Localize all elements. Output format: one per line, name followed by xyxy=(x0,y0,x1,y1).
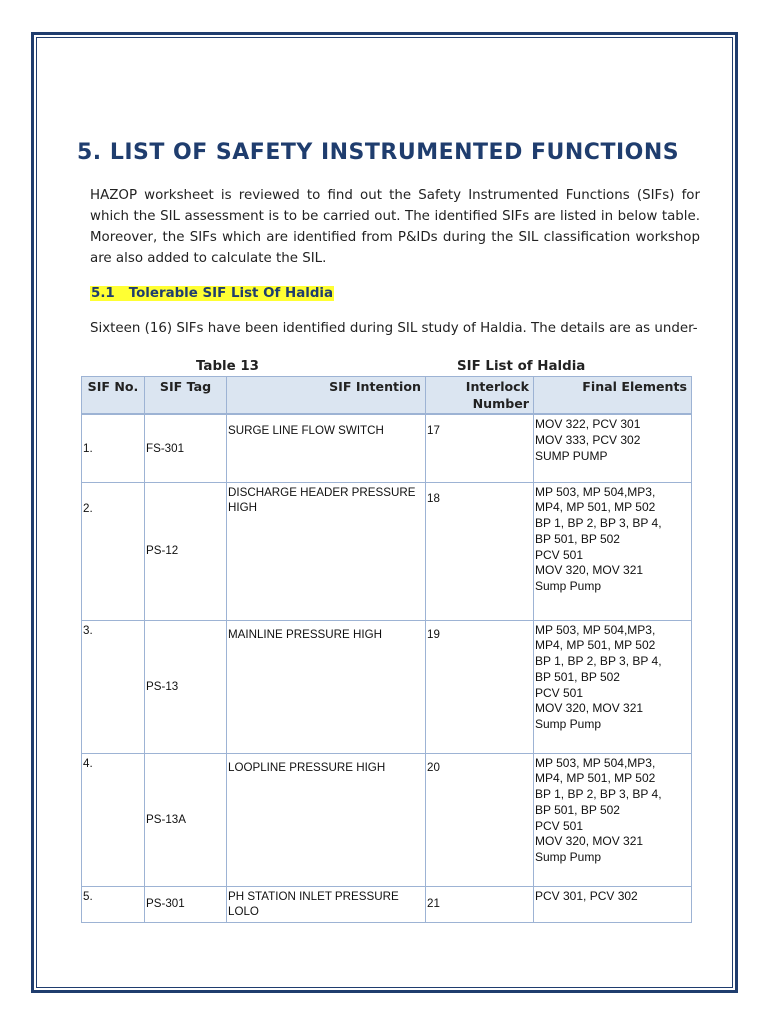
cell-interlock-number: 18 xyxy=(426,482,534,620)
final-element-line: MOV 320, MOV 321 xyxy=(535,834,644,849)
final-element-line: MP4, MP 501, MP 502 xyxy=(535,638,656,653)
cell-sif-intention: SURGE LINE FLOW SWITCH xyxy=(227,414,426,482)
cell-sif-no: 1. xyxy=(82,414,145,482)
final-element-line: MOV 320, MOV 321 xyxy=(535,563,644,578)
cell-sif-tag: PS-13 xyxy=(145,620,227,753)
sif-table xyxy=(81,376,692,923)
final-element-line: BP 1, BP 2, BP 3, BP 4, xyxy=(535,787,662,802)
final-element-line: PCV 501 xyxy=(535,547,584,562)
cell-sif-no: 5. xyxy=(82,886,145,922)
final-element-line: BP 501, BP 502 xyxy=(535,669,620,684)
cell-final-elements xyxy=(534,620,692,753)
final-element-line: MOV 322, PCV 301 xyxy=(535,417,641,431)
cell-sif-no: 4. xyxy=(82,753,145,886)
final-element-line: MP 503, MP 504,MP3, xyxy=(535,622,656,637)
intro-paragraph: HAZOP worksheet is reviewed to find out the Safety Instrumented Functions (SIFs) for which the SIL assessment is to be carried out. The identified SIFs are listed in below table. Moreover, the SIFs which are identified from P&IDs during the SIL classification workshop are also added to calculate the SIL. xyxy=(90,188,700,266)
header-sif-tag: SIF Tag xyxy=(145,377,227,415)
final-element-line: MP 503, MP 504,MP3, xyxy=(535,755,656,770)
header-sif-intention: SIF Intention xyxy=(227,377,426,415)
cell-interlock-number: 17 xyxy=(426,414,534,482)
final-element-line: BP 1, BP 2, BP 3, BP 4, xyxy=(535,516,662,531)
cell-sif-tag: FS-301 xyxy=(145,414,227,482)
cell-sif-intention: PH STATION INLET PRESSURE LOLO xyxy=(227,886,426,922)
header-interlock-number: Interlock Number xyxy=(426,377,534,415)
final-element-line: BP 501, BP 502 xyxy=(535,802,620,817)
table-row xyxy=(82,753,692,886)
table-header-row xyxy=(82,377,692,415)
final-element-line: MOV 320, MOV 321 xyxy=(535,701,644,716)
table-row xyxy=(82,886,692,922)
final-element-line: MOV 333, PCV 302 xyxy=(535,432,641,447)
table-row xyxy=(82,620,692,753)
final-element-line: MP4, MP 501, MP 502 xyxy=(535,771,656,786)
table-caption-number: Table 13 xyxy=(196,359,259,374)
cell-sif-intention: DISCHARGE HEADER PRESSURE HIGH xyxy=(227,482,426,620)
subsection-number: 5.1 xyxy=(91,286,115,301)
table-row xyxy=(82,414,692,482)
cell-final-elements xyxy=(534,753,692,886)
final-element-line: PCV 301, PCV 302 xyxy=(535,888,638,903)
cell-final-elements xyxy=(534,886,692,922)
cell-sif-tag: PS-13A xyxy=(145,753,227,886)
subsection-paragraph: Sixteen (16) SIFs have been identified during SIL study of Haldia. The details are as under- xyxy=(90,321,698,336)
cell-sif-no: 3. xyxy=(82,620,145,753)
cell-sif-no: 2. xyxy=(82,482,145,620)
header-final-elements: Final Elements xyxy=(534,377,692,415)
cell-sif-intention: MAINLINE PRESSURE HIGH xyxy=(227,620,426,753)
final-element-line: SUMP PUMP xyxy=(535,448,608,463)
subsection-title: Tolerable SIF List Of Haldia xyxy=(128,286,334,301)
header-sif-no: SIF No. xyxy=(82,377,145,415)
cell-sif-tag: PS-301 xyxy=(145,886,227,922)
final-element-line: MP 503, MP 504,MP3, xyxy=(535,484,656,499)
final-element-line: Sump Pump xyxy=(535,850,602,865)
final-element-line: Sump Pump xyxy=(535,717,602,732)
final-element-line: Sump Pump xyxy=(535,579,602,594)
final-element-line: BP 501, BP 502 xyxy=(535,531,620,546)
final-element-line: PCV 501 xyxy=(535,818,584,833)
final-element-line: MP4, MP 501, MP 502 xyxy=(535,500,656,515)
subsection-heading xyxy=(90,286,334,301)
cell-final-elements xyxy=(534,482,692,620)
final-element-line: BP 1, BP 2, BP 3, BP 4, xyxy=(535,654,662,669)
cell-interlock-number: 20 xyxy=(426,753,534,886)
cell-interlock-number: 21 xyxy=(426,886,534,922)
section-heading: 5. LIST OF SAFETY INSTRUMENTED FUNCTIONS xyxy=(77,140,680,165)
table-caption-title: SIF List of Haldia xyxy=(457,359,586,374)
cell-final-elements xyxy=(534,414,692,482)
table-row xyxy=(82,482,692,620)
cell-interlock-number: 19 xyxy=(426,620,534,753)
cell-sif-tag: PS-12 xyxy=(145,482,227,620)
cell-sif-intention: LOOPLINE PRESSURE HIGH xyxy=(227,753,426,886)
final-element-line: PCV 501 xyxy=(535,685,584,700)
